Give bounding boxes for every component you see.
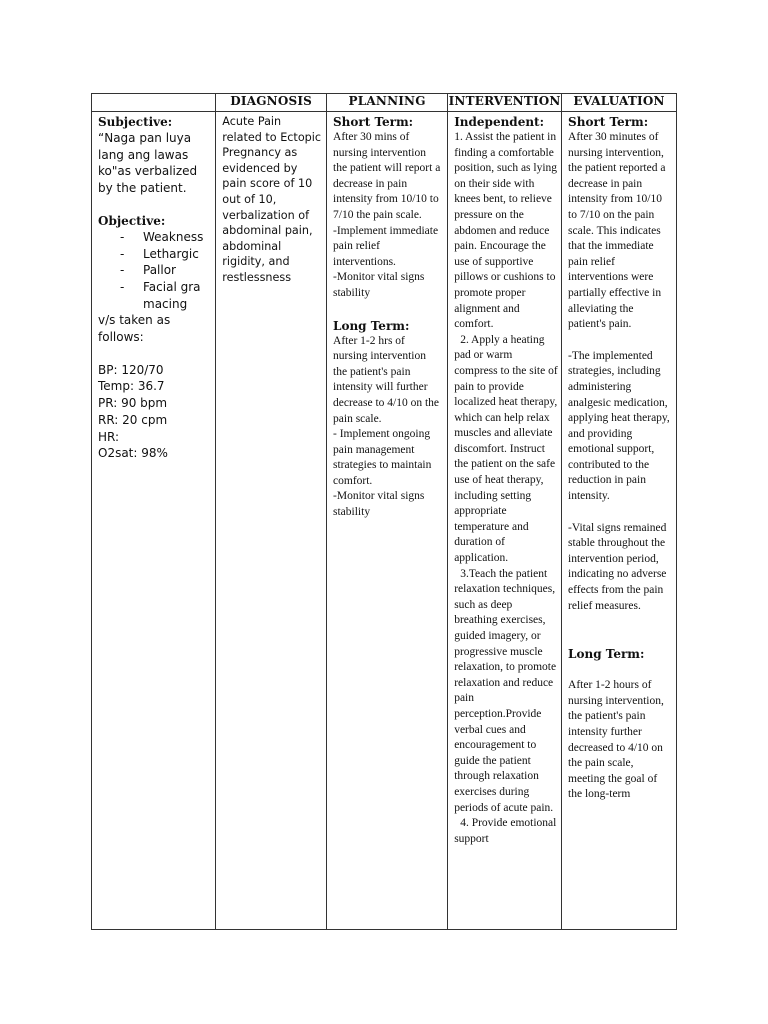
care-plan-grid [91,93,677,930]
evaluation-cell [562,112,677,930]
planning-long-label: Long Term: [333,318,410,333]
assessment-cell [92,112,216,930]
objective-list [98,229,210,313]
header-planning: PLANNING [327,94,448,112]
vital-bp: BP: 120/70 [98,362,164,377]
vital-rr: RR: 20 cpm [98,412,168,427]
vital-hr: HR: [98,429,120,444]
evaluation-short-p2: -The implemented strategies, including administering analgesic medication, applying heat therapy, and providing emotional support, contributed to the reduction in pain intensity. [568,349,670,503]
planning-cell [327,112,448,930]
evaluation-short-p1: After 30 minutes of nursing intervention, the patient reported a decrease in pain intensity from 10/10 to 7/10 on the pain scale. This indicates that the immediate pain relief interventions were partially effective in alleviating the patient's pain. [568,131,666,331]
subjective-text: “Naga pan luya lang ang lawas ko"as verbalized by the patient. [98,131,198,196]
nursing-care-plan-table [91,93,677,930]
intervention-cell [448,112,562,930]
evaluation-short-p3: -Vital signs remained stable throughout the intervention period, indicating no adverse effects from the pain relief measures. [568,521,667,612]
objective-item: - Lethargic [120,246,210,263]
objective-item: - Weakness [120,229,210,246]
vs-intro: v/s taken as follows: [98,313,171,345]
vital-temp: Temp: 36.7 [98,379,165,394]
planning-short-text: After 30 mins of nursing intervention the patient will report a decrease in pain intensity from 10/10 to 7/10 the pain scale. -Implement immediate pain relief interventions. -Monitor vital signs stability [333,131,441,299]
intervention-item-2: 2. Apply a heating pad or warm compress to the site of pain to provide localized heat therapy, which can help relax muscles and alleviate discomfort. Instruct the patient on the safe use of heat therapy, including setting appropriate temperature and duration of application. [454,333,558,565]
vital-o2sat: O2sat: 98% [98,446,168,461]
header-row [92,94,677,112]
objective-item: - Facial gramacing [120,279,210,312]
intervention-item-1: 1. Assist the patient in finding a comfortable position, such as lying on their side with knees bent, to relieve pressure on the abdomen and reduce pain. Encourage the use of supportive pillows or cushions to promote proper alignment and comfort. [454,131,558,331]
evaluation-long-label: Long Term: [568,647,645,662]
evaluation-long-text: After 1-2 hours of nursing intervention, the patient's pain intensity further decreased to 4/10 on the pain scale, meeting the goal of the long-term [568,679,664,801]
diagnosis-cell [216,112,327,930]
evaluation-short-label: Short Term: [568,115,649,129]
content-row [92,112,677,930]
objective-label: Objective: [98,213,166,228]
subjective-label: Subjective: [98,115,173,129]
planning-short-label: Short Term: [333,115,414,129]
diagnosis-text: Acute Pain related to Ectopic Pregnancy as evidenced by pain score of 10 out of 10, verbalization of abdominal pain, abdominal rigidity, and restlessness [222,115,322,284]
header-assessment [92,94,216,112]
header-intervention: INTERVENTION [448,94,562,112]
header-evaluation: EVALUATION [562,94,677,112]
intervention-item-3: 3.Teach the patient relaxation techniques, such as deep breathing exercises, guided imagery, or progressive muscle relaxation, to promote relaxation and reduce pain perception.Provide verbal cues and encouragement to guide the patient through relaxation exercises during periods of acute pain. [454,567,557,814]
planning-long-text: After 1-2 hrs of nursing intervention the patient's pain intensity will further decrease to 4/10 on the pain scale. - Implement ongoing pain management strategies to maintain comfort. -Monitor vital signs stability [333,334,440,519]
intervention-item-4: 4. Provide emotional support [454,817,557,845]
intervention-label: Independent: [454,115,545,129]
header-diagnosis: DIAGNOSIS [216,94,327,112]
vital-pr: PR: 90 bpm [98,396,168,411]
objective-item: - Pallor [120,262,210,279]
